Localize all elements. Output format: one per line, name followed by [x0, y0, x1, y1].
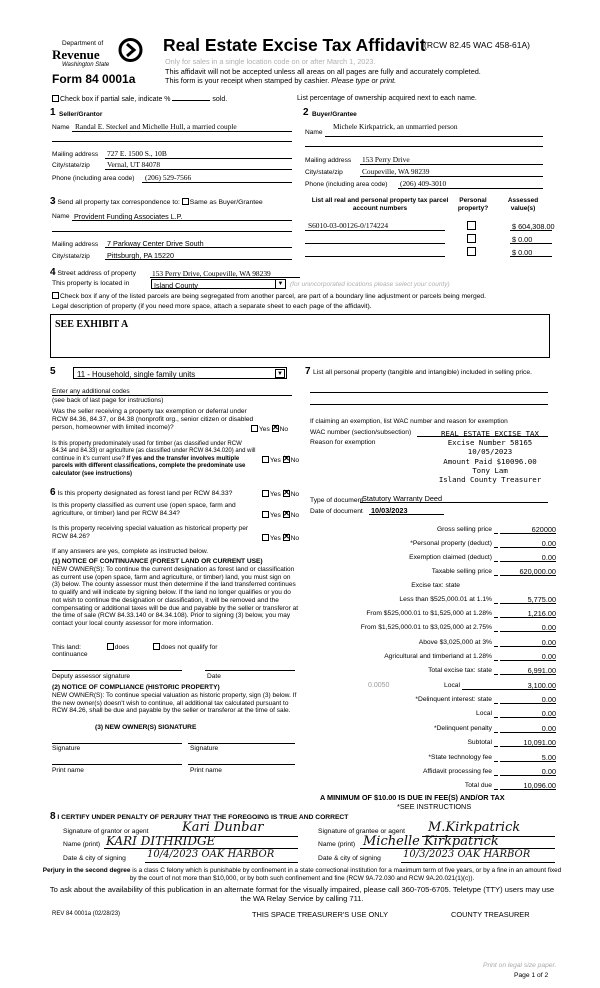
- parcel-header-numbers: List all real and personal property tax parcel account numbers: [311, 197, 449, 212]
- notice1-title: (1) NOTICE OF CONTINUANCE (FOREST LAND OR CURRENT USE): [52, 558, 263, 565]
- tax-row-value[interactable]: 0.00: [541, 637, 556, 647]
- signature-label: Signature: [52, 745, 81, 752]
- local-rate[interactable]: 0.0050: [368, 682, 390, 689]
- this-land-label: This land:: [52, 644, 81, 651]
- county-note: (for unincorporated locations please select your county): [290, 281, 450, 288]
- tax-row-value[interactable]: 0.00: [541, 553, 556, 562]
- buyer-address[interactable]: 153 Perry Drive: [362, 155, 410, 164]
- corr-header: [50, 196, 263, 207]
- buyer-phone[interactable]: (206) 409-3010: [400, 179, 447, 188]
- tax-row-label: Local: [476, 710, 492, 718]
- buyer-phone-label: Phone (including area code): [305, 181, 388, 188]
- grantee-signature[interactable]: M.Kirkpatrick: [428, 820, 521, 835]
- legal-description-label: Legal description of property (if you need more space, attach a separate sheet to each page of the affidavit).: [52, 303, 372, 310]
- street-row: [50, 267, 136, 278]
- yes-label: Yes: [259, 426, 270, 433]
- open-space-yes-checkbox[interactable]: [262, 511, 269, 518]
- tax-row-label: Agricultural and timberland at 1.28%: [384, 652, 492, 660]
- seller-phone-label: Phone (including area code): [52, 175, 135, 182]
- notice2-title: (2) NOTICE OF COMPLIANCE (HISTORIC PROPERTY): [52, 684, 220, 691]
- local-label: Local: [444, 682, 460, 689]
- street-section-num: 4: [50, 267, 56, 278]
- perjury-bold: Perjury in the second degree: [42, 867, 131, 874]
- forest-row: [50, 487, 232, 498]
- timber-yesno: [262, 456, 299, 464]
- exemption-yesno: [251, 425, 288, 433]
- wac-label: WAC number (section/subsection): [310, 429, 412, 436]
- tax-row-value[interactable]: 5.00: [541, 752, 556, 762]
- parcel-number[interactable]: S6010-03-00126-0/174224: [308, 221, 389, 230]
- open-space-yesno: [262, 511, 299, 519]
- notice-line1: This affidavit will not be accepted unless all areas on all pages are fully and accurately completed.: [165, 67, 481, 76]
- rev-number: REV 84 0001a (02/28/23): [52, 911, 121, 917]
- notice2-body: NEW OWNER(S): To continue special valuation as historic property, sign (3) below. If the new owner(s) doesn't wish to continue, all additional tax calculated pursuant to RCW 84.26, shall be due and payable by the seller or transferor at the time of sale.: [52, 692, 297, 715]
- date-city-label: Date & city of signing: [63, 855, 126, 862]
- tax-row-label: Exemption claimed (deduct): [409, 554, 492, 561]
- name-print-label: Name (print): [63, 841, 101, 848]
- parcel-header-personal: Personal property?: [457, 197, 489, 212]
- print-name-label: Print name: [52, 767, 84, 774]
- tax-row-label: Total due: [464, 782, 492, 790]
- county-treasurer: COUNTY TREASURER: [451, 910, 530, 919]
- deputy-date-label: Date: [207, 673, 221, 680]
- tax-row-label: Taxable selling price: [431, 568, 492, 575]
- seller-section-num: 1: [50, 107, 56, 118]
- stamp-line: Excise Number 58165: [447, 438, 533, 448]
- personal-property-checkbox[interactable]: [467, 247, 476, 256]
- seller-title: Seller/Grantor: [59, 111, 103, 118]
- personal-property-checkbox[interactable]: [467, 221, 476, 230]
- notice1-body: NEW OWNER(S): To continue the current designation as forest land or classification as current use (open space, farm and agriculture, or timber) land, you must sign on (3) below. The county assessor must then determine if the land transferred continues to qualify and will indicate by signing below. If the land no longer qualifies or you do not wish to continue the designation or classification, it will be removed and the compensating or additional taxes will be due and payable by the seller or transferor at the time of sale (RCW 84.33.140 or 84.34.108). Prior to signing (3) below, you may contact your local county assessor for more information.: [52, 566, 299, 627]
- no-label: No: [279, 426, 289, 433]
- grantor-print-name[interactable]: KARI DITHRIDGE: [106, 834, 216, 848]
- doc-date-label: Date of document: [310, 508, 363, 515]
- excise-state-label: Excise tax: state: [411, 582, 460, 589]
- no-label: No: [290, 512, 300, 519]
- yes-label: Yes: [270, 512, 281, 519]
- land-qualify-row: [52, 643, 217, 651]
- does-label: does: [114, 644, 130, 651]
- exemption-no-checkbox[interactable]: [272, 425, 279, 432]
- historic-question: Is this property receiving special valuation as historical property per RCW 84.26?: [52, 525, 249, 540]
- stamp-line: REAL ESTATE EXCISE TAX: [441, 429, 539, 438]
- section7-num: 7: [305, 366, 311, 377]
- open-space-no-checkbox[interactable]: [283, 511, 290, 518]
- tax-row-value[interactable]: 620,000.00: [519, 567, 556, 576]
- segregated-label: Check box if any of the listed parcels are being segregated from another parcel, are part of a boundary line adjustment or parcels being merged.: [60, 293, 487, 300]
- dept-line1: Department of: [62, 40, 104, 47]
- same-as-buyer-checkbox[interactable]: [182, 198, 189, 205]
- legal-description-box[interactable]: [50, 314, 550, 358]
- seller-address[interactable]: 727 E. 1500 S., 10B: [107, 149, 167, 158]
- timber-question-bold: If yes and the transfer involves multiple parcels with different classifications, complete the predominate use calculator (see instructions): [52, 455, 246, 477]
- tax-row-label: Gross selling price: [436, 526, 492, 533]
- rcw-reference: (RCW 82.45 WAC 458-61A): [424, 40, 530, 50]
- partial-sale-label: Check box if partial sale, indicate %: [60, 96, 171, 103]
- open-space-question: Is this property classified as current use (open space, farm and agriculture, or timber) land per RCW 84.34?: [52, 502, 236, 517]
- county-select[interactable]: [151, 279, 286, 289]
- deputy-sig-label: Deputy assessor signature: [52, 673, 131, 680]
- new-owner-sig-title: (3) NEW OWNER(S) SIGNATURE: [95, 724, 197, 731]
- grantor-signature[interactable]: Kari Dunbar: [182, 820, 264, 835]
- partial-sale-sold: sold.: [212, 96, 228, 103]
- reason-label: Reason for exemption: [310, 439, 376, 446]
- historic-no-checkbox[interactable]: [283, 534, 290, 541]
- dropdown-arrow-icon[interactable]: ▼: [275, 369, 285, 378]
- buyer-name-label: Name: [305, 129, 323, 136]
- tax-row-label: Above $3,025,000 at 3%: [418, 638, 492, 646]
- minimum-due: A MINIMUM OF $10.00 IS DUE IN FEE(S) AND/OR TAX: [320, 793, 505, 802]
- tax-row-value[interactable]: 6,991.00: [527, 666, 556, 675]
- alt-format-notice: To ask about the availability of this publication in an alternate format for the visually impaired, please call 360-705-6705. Teletype (TTY) users may use the WA Relay Service by calling 711.: [49, 885, 555, 903]
- buyer-city-label: City/state/zip: [305, 169, 343, 176]
- notice-line2: [165, 76, 396, 85]
- page-number: Page 1 of 2: [514, 972, 549, 979]
- continuance-label: continuance: [52, 651, 88, 658]
- corr-section-num: 3: [50, 196, 56, 207]
- dor-logo-icon: [117, 38, 144, 62]
- doc-date-value[interactable]: 10/03/2023: [371, 506, 408, 515]
- parcel-header-assessed: Assessed value(s): [507, 197, 539, 212]
- tax-row-label: Subtotal: [467, 739, 492, 747]
- segregated-row: [52, 292, 486, 300]
- personal-property-label: List all personal property (tangible and intangible) included in selling price.: [313, 369, 532, 376]
- corr-city[interactable]: Pittsburgh, PA 15220: [107, 251, 174, 260]
- does-not-label: does not qualify for: [160, 644, 218, 651]
- forest-no-checkbox[interactable]: [283, 490, 290, 497]
- treasurer-stamp: [420, 429, 560, 484]
- tax-row-value[interactable]: 0.00: [541, 723, 556, 733]
- land-use-value: 11 - Household, single family units: [77, 369, 196, 379]
- tax-row-value[interactable]: 0.00: [541, 695, 556, 704]
- tax-row-value[interactable]: 1,216.00: [527, 609, 556, 619]
- name-print-label: Name (print): [318, 841, 356, 848]
- tax-row-label: Less than $525,000.01 at 1.1%: [399, 596, 492, 603]
- corr-address[interactable]: 7 Parkway Center Drive South: [107, 239, 204, 248]
- corr-name-label: Name: [52, 213, 70, 220]
- grantor-date-city[interactable]: 10/4/2023 OAK HARBOR: [147, 849, 275, 860]
- date-city-label: Date & city of signing: [318, 855, 381, 862]
- corr-name[interactable]: Provident Funding Associates L.P.: [74, 212, 183, 221]
- county-value: Island County: [154, 281, 198, 290]
- seller-name[interactable]: Randal E. Steckel and Michelle Hull, a married couple: [75, 122, 237, 131]
- local-value[interactable]: 3,100.00: [527, 681, 556, 690]
- seller-phone[interactable]: (206) 529-7566: [145, 173, 192, 182]
- assessed-value[interactable]: $ 0.00: [512, 248, 533, 257]
- no-label: No: [290, 457, 300, 464]
- does-checkbox[interactable]: [107, 643, 114, 650]
- buyer-address-label: Mailing address: [305, 157, 352, 164]
- legal-paper-note: Print on legal size paper.: [483, 962, 557, 969]
- stamp-line: Amount Paid $10096.00: [443, 456, 537, 466]
- doc-type-label: Type of document: [310, 497, 364, 504]
- partial-sale-row: [52, 95, 227, 103]
- exemption-question: Was the seller receiving a property tax exemption or deferral under RCW 84.36, 84.37, or 84.38 (nonprofit org., senior citizen or disabled person, homeowner with limited income)?: [52, 408, 254, 431]
- corr-label: Send all property tax correspondence to:: [57, 199, 180, 206]
- buyer-section-num: 2: [303, 107, 309, 118]
- yes-label: Yes: [270, 457, 281, 464]
- street-address[interactable]: 153 Perry Drive, Coupeville, WA 98239: [152, 269, 271, 278]
- parcel-row: [305, 219, 555, 231]
- corr-address-label: Mailing address: [52, 241, 99, 248]
- dept-line2: Revenue: [52, 47, 100, 62]
- yes-label: Yes: [270, 491, 281, 498]
- dept-line3: Washington State: [62, 62, 110, 68]
- stamp-line: 10/05/2023: [467, 447, 513, 457]
- treasurer-use: THIS SPACE TREASURER'S USE ONLY: [252, 910, 389, 919]
- see-instructions: *SEE INSTRUCTIONS: [397, 802, 472, 811]
- dropdown-arrow-icon[interactable]: ▼: [275, 280, 285, 289]
- tax-row-label: From $1,525,000.01 to $3,025,000 at 2.75%: [360, 624, 492, 632]
- tax-row-value[interactable]: 0.00: [541, 623, 556, 633]
- doc-type-value[interactable]: Statutory Warranty Deed: [362, 494, 443, 503]
- parcel-row: [305, 245, 533, 257]
- exemption-claim-label: If claiming an exemption, list WAC number and reason for exemption: [310, 418, 508, 425]
- grantor-sig-label: Signature of grantor or agent: [63, 828, 149, 835]
- exemption-yes-checkbox[interactable]: [251, 425, 258, 432]
- tax-row-value[interactable]: 0.00: [541, 709, 556, 719]
- signature-label: Signature: [190, 745, 219, 752]
- seller-name-label: Name: [52, 124, 70, 131]
- no-label: No: [290, 535, 300, 542]
- personal-property-checkbox[interactable]: [467, 234, 476, 243]
- page-title: Real Estate Excise Tax Affidavit: [163, 35, 426, 55]
- perjury-text: is a class C felony which is punishable by confinement in a state correctional institution for a maximum term of five years, or by a fine in an amount fixed by the court of not more than $10,000, or by both such confinement and fine (RCW 9A.72.030 and RCW 9A.20.021(1)(c)).: [129, 867, 562, 882]
- assessed-value[interactable]: $ 0.00: [512, 235, 533, 244]
- street-label: Street address of property: [57, 270, 137, 277]
- seller-city[interactable]: Vernal, UT 84078: [107, 160, 161, 169]
- buyer-title: Buyer/Grantee: [312, 111, 357, 118]
- forest-question: Is this property designated as forest land per RCW 84.33?: [57, 490, 233, 497]
- forest-yesno: [262, 490, 299, 498]
- perjury-notice: [42, 867, 562, 882]
- assessed-value[interactable]: $ 604,308.00: [512, 222, 555, 231]
- additional-codes-label: Enter any additional codes: [52, 388, 130, 395]
- land-use-select[interactable]: [73, 367, 287, 379]
- tax-row-label: Affidavit processing fee: [422, 768, 492, 775]
- corr-city-label: City/state/zip: [52, 253, 90, 260]
- certify-text: I CERTIFY UNDER PENALTY OF PERJURY THAT THE FOREGOING IS TRUE AND CORRECT: [57, 814, 349, 821]
- notice-line2b: Please type or print.: [331, 76, 397, 85]
- partial-sale-checkbox[interactable]: [52, 95, 59, 102]
- tax-row-label: Total excise tax: state: [428, 667, 492, 674]
- only-for-sales-note: Only for sales in a single location code on or after March 1, 2023.: [165, 57, 376, 66]
- tax-row-label: *Personal property (deduct): [410, 540, 492, 547]
- grantee-sig-label: Signature of grantee or agent: [318, 828, 405, 835]
- tax-row-value[interactable]: 0.00: [541, 539, 556, 548]
- yes-label: Yes: [270, 535, 281, 542]
- buyer-name[interactable]: Michele Kirkpatrick, an unmarried person: [333, 122, 458, 131]
- grantee-date-city[interactable]: 10/3/2023 OAK HARBOR: [403, 849, 531, 860]
- located-in-label: This property is located in: [52, 280, 130, 287]
- tax-row-label: *State technology fee: [428, 753, 492, 761]
- complete-below: If any answers are yes, complete as instructed below.: [52, 548, 209, 555]
- tax-row-value[interactable]: 0.00: [541, 767, 556, 776]
- seller-address-label: Mailing address: [52, 151, 99, 158]
- section6-num: 6: [50, 487, 56, 498]
- tax-row-value[interactable]: 10,091.00: [523, 738, 556, 748]
- tax-row-label: From $525,000.01 to $1,525,000 at 1.28%: [366, 610, 492, 618]
- tax-row-label: *Delinquent interest: state: [415, 696, 492, 703]
- timber-question-text: Is this property predominately used for timber (as classified under RCW 84.34 and 84.33) or agriculture (as classified under RCW 84.34.020) and will continue in it's current use?: [52, 441, 256, 462]
- timber-question: [52, 441, 258, 478]
- parcel-row: [305, 232, 533, 244]
- grantee-print-name[interactable]: Michelle Kirkpatrick: [363, 834, 499, 849]
- tax-row-value[interactable]: 620000: [531, 525, 556, 534]
- seller-city-label: City/state/zip: [52, 162, 90, 169]
- does-not-checkbox[interactable]: [153, 643, 160, 650]
- stamp-line: Tony Lam: [472, 465, 508, 475]
- notice-line2a: This form is your receipt when stamped by cashier.: [165, 76, 332, 85]
- buyer-city[interactable]: Coupeville, WA 98239: [362, 167, 430, 176]
- forest-yes-checkbox[interactable]: [262, 490, 269, 497]
- ownership-note: List percentage of ownership acquired next to each name.: [297, 95, 477, 102]
- tax-row-value[interactable]: 5,775.00: [527, 595, 556, 604]
- tax-row-label: *Delinquent penalty: [434, 724, 492, 732]
- timber-yes-checkbox[interactable]: [262, 456, 269, 463]
- same-as-buyer-label: Same as Buyer/Grantee: [189, 199, 263, 206]
- legal-description-text: SEE EXHIBIT A: [55, 319, 129, 330]
- form-number: Form 84 0001a: [52, 72, 136, 86]
- tax-row-value[interactable]: 10,096.00: [523, 781, 556, 791]
- segregated-checkbox[interactable]: [52, 292, 59, 299]
- tax-row-value[interactable]: 0.00: [541, 651, 556, 661]
- historic-yes-checkbox[interactable]: [262, 534, 269, 541]
- section8-num: 8: [50, 811, 56, 822]
- stamp-line: Island County Treasurer: [438, 475, 542, 485]
- print-name-label: Print name: [190, 767, 222, 774]
- timber-no-checkbox[interactable]: [283, 456, 290, 463]
- see-back-label: (see back of last page for instructions): [52, 397, 164, 404]
- section5-num: 5: [50, 366, 56, 377]
- no-label: No: [290, 491, 300, 498]
